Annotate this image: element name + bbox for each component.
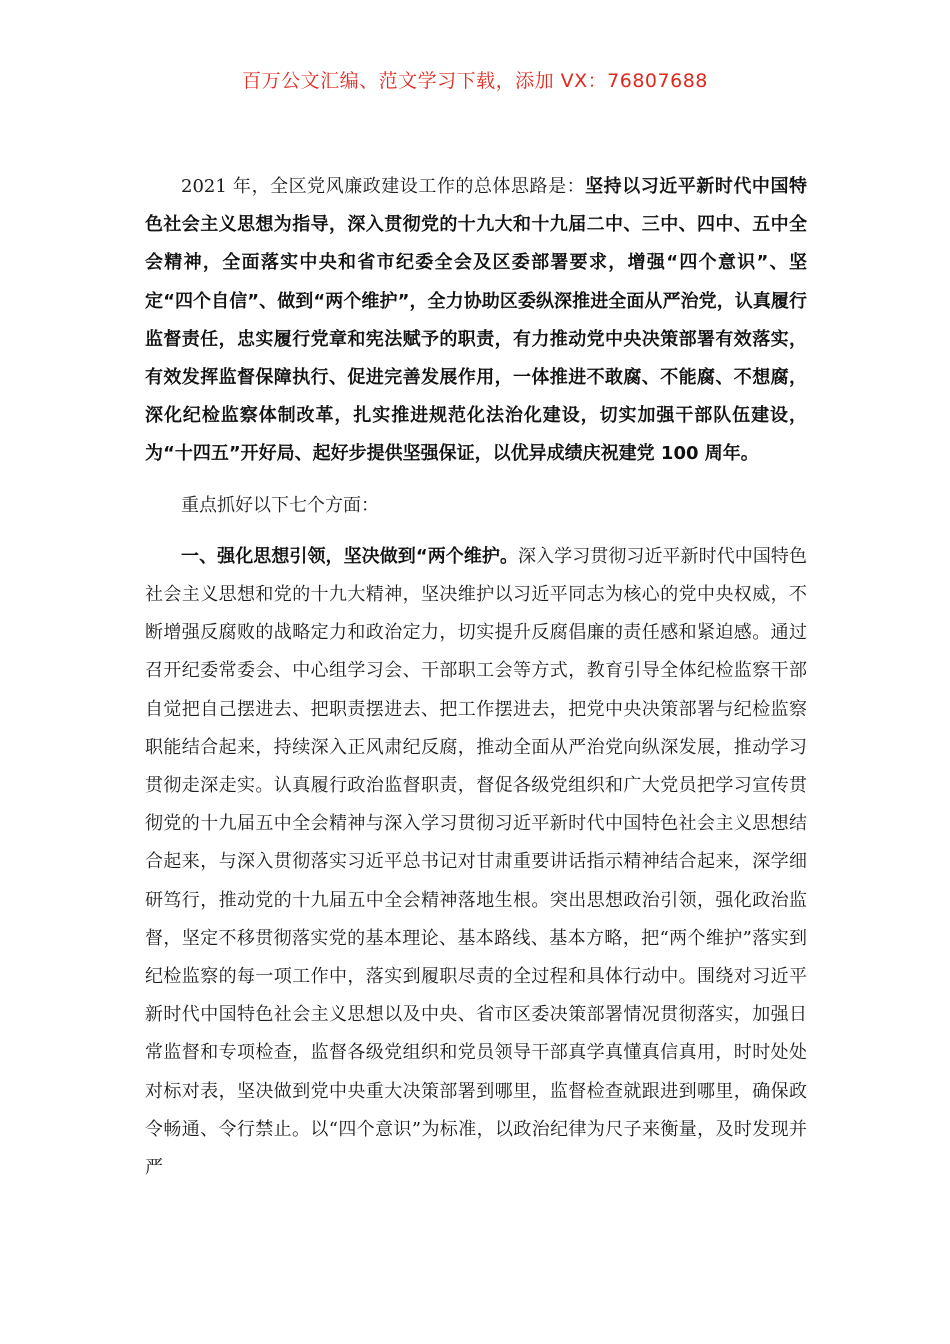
header-banner: 百万公文汇编、范文学习下载，添加 VX：76807688 — [242, 70, 708, 92]
section-heading: 一、强化思想引领，坚决做到“两个维护。 — [181, 545, 519, 567]
paragraph-key-points-intro — [145, 487, 807, 525]
paragraph-lead-text: 2021 年，全区党风廉政建设工作的总体思路是： — [181, 176, 586, 197]
paragraph-text: 重点抓好以下七个方面： — [181, 494, 379, 516]
paragraph-overall-approach — [145, 168, 807, 474]
paragraph-section-one — [145, 538, 807, 1187]
document-body — [145, 168, 807, 1187]
paragraph-text: 深入学习贯彻习近平新时代中国特色社会主义思想和党的十九大精神，坚决维护以习近平同志为核心的党中央权威，不断增强反腐败的战略定力和政治定力，切实提升反腐倡廉的责任感和紧迫感。通过召开纪委常委会、中心组学习会、干部职工会等方式，教育引导全体纪检监察干部自觉把自己摆进去、把职责摆进去、把工作摆进去，把党中央决策部署与纪检监察职能结合起来，持续深入正风肃纪反腐，推动全面从严治党向纵深发展，推动学习贯彻走深走实。认真履行政治监督职责，督促各级党组织和广大党员把学习宣传贯彻党的十九届五中全会精神与深入学习贯彻习近平新时代中国特色社会主义思想结合起来，与深入贯彻落实习近平总书记对甘肃重要讲话指示精神结合起来，深学细研笃行，推动党的十九届五中全会精神落地生根。突出思想政治引领，强化政治监督，坚定不移贯彻落实党的基本理论、基本路线、基本方略，把“两个维护”落实到纪检监察的每一项工作中，落实到履职尽责的全过程和具体行动中。围绕对习近平新时代中国特色社会主义思想以及中央、省市区委决策部署情况贯彻落实，加强日常监督和专项检查，监督各级党组织和党员领导干部真学真懂真信真用，时时处处对标对表，坚决做到党中央重大决策部署到哪里，监督检查就跟进到哪里，确保政令畅通、令行禁止。以“四个意识”为标准，以政治纪律为尺子来衡量，及时发现并严 — [145, 545, 807, 1179]
paragraph-bold-text: 坚持以习近平新时代中国特色社会主义思想为指导，深入贯彻党的十九大和十九届二中、三中、四中、五中全会精神，全面落实中央和省市纪委全会及区委部署要求，增强“四个意识”、坚定“四个自信”、做到“两个维护”，全力协助区委纵深推进全面从严治党，认真履行监督责任，忠实履行党章和宪法赋予的职责，有力推动党中央决策部署有效落实，有效发挥监督保障执行、促进完善发展作用，一体推进不敢腐、不能腐、不想腐，深化纪检监察体制改革，扎实推进规范化法治化建设，切实加强干部队伍建设，为“十四五”开好局、起好步提供坚强保证，以优异成绩庆祝建党 100 周年。 — [145, 176, 807, 465]
